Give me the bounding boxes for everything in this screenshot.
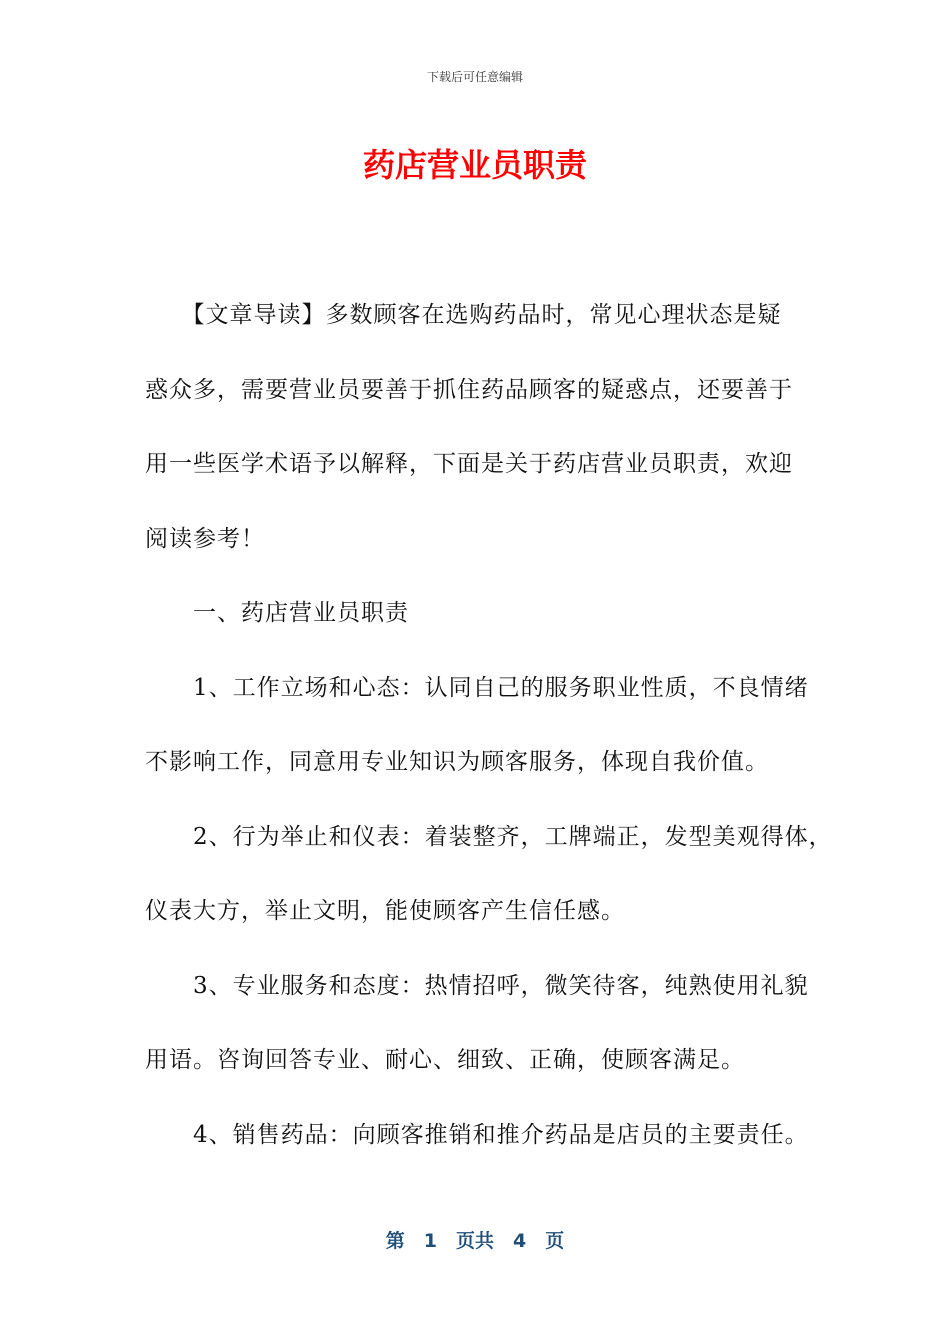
text-line: 仪表大方，举止文明，能使顾客产生信任感。 bbox=[145, 898, 625, 924]
text-line: 用一些医学术语予以解释，下面是关于药店营业员职责，欢迎 bbox=[145, 451, 793, 477]
text-line: 一、药店营业员职责 bbox=[145, 600, 409, 626]
text-line: 3、专业服务和态度：热情招呼，微笑待客，纯熟使用礼貌 bbox=[145, 972, 809, 999]
text-line: 不影响工作，同意用专业知识为顾客服务，体现自我价值。 bbox=[145, 749, 769, 775]
text-line: 用语。咨询回答专业、耐心、细致、正确，使顾客满足。 bbox=[145, 1047, 745, 1073]
header-note: 下载后可任意编辑 bbox=[426, 70, 523, 84]
page-title: 药店营业员职责 bbox=[362, 146, 587, 184]
text-line: 惑众多，需要营业员要善于抓住药品顾客的疑惑点，还要善于 bbox=[145, 376, 793, 403]
text-line: 【文章导读】多数顾客在选购药品时，常见心理状态是疑 bbox=[145, 302, 782, 328]
body-text bbox=[145, 278, 833, 1172]
text-line: 1、工作立场和心态：认同自己的服务职业性质，不良情绪 bbox=[145, 674, 809, 701]
text-line: 2、行为举止和仪表：着装整齐，工牌端正，发型美观得体， bbox=[145, 823, 833, 850]
text-line: 阅读参考！ bbox=[145, 525, 265, 552]
text-line: 4、销售药品：向顾客推销和推介药品是店员的主要责任。 bbox=[145, 1121, 809, 1148]
page-number-footer: 第 1 页共 4 页 bbox=[385, 1230, 565, 1252]
